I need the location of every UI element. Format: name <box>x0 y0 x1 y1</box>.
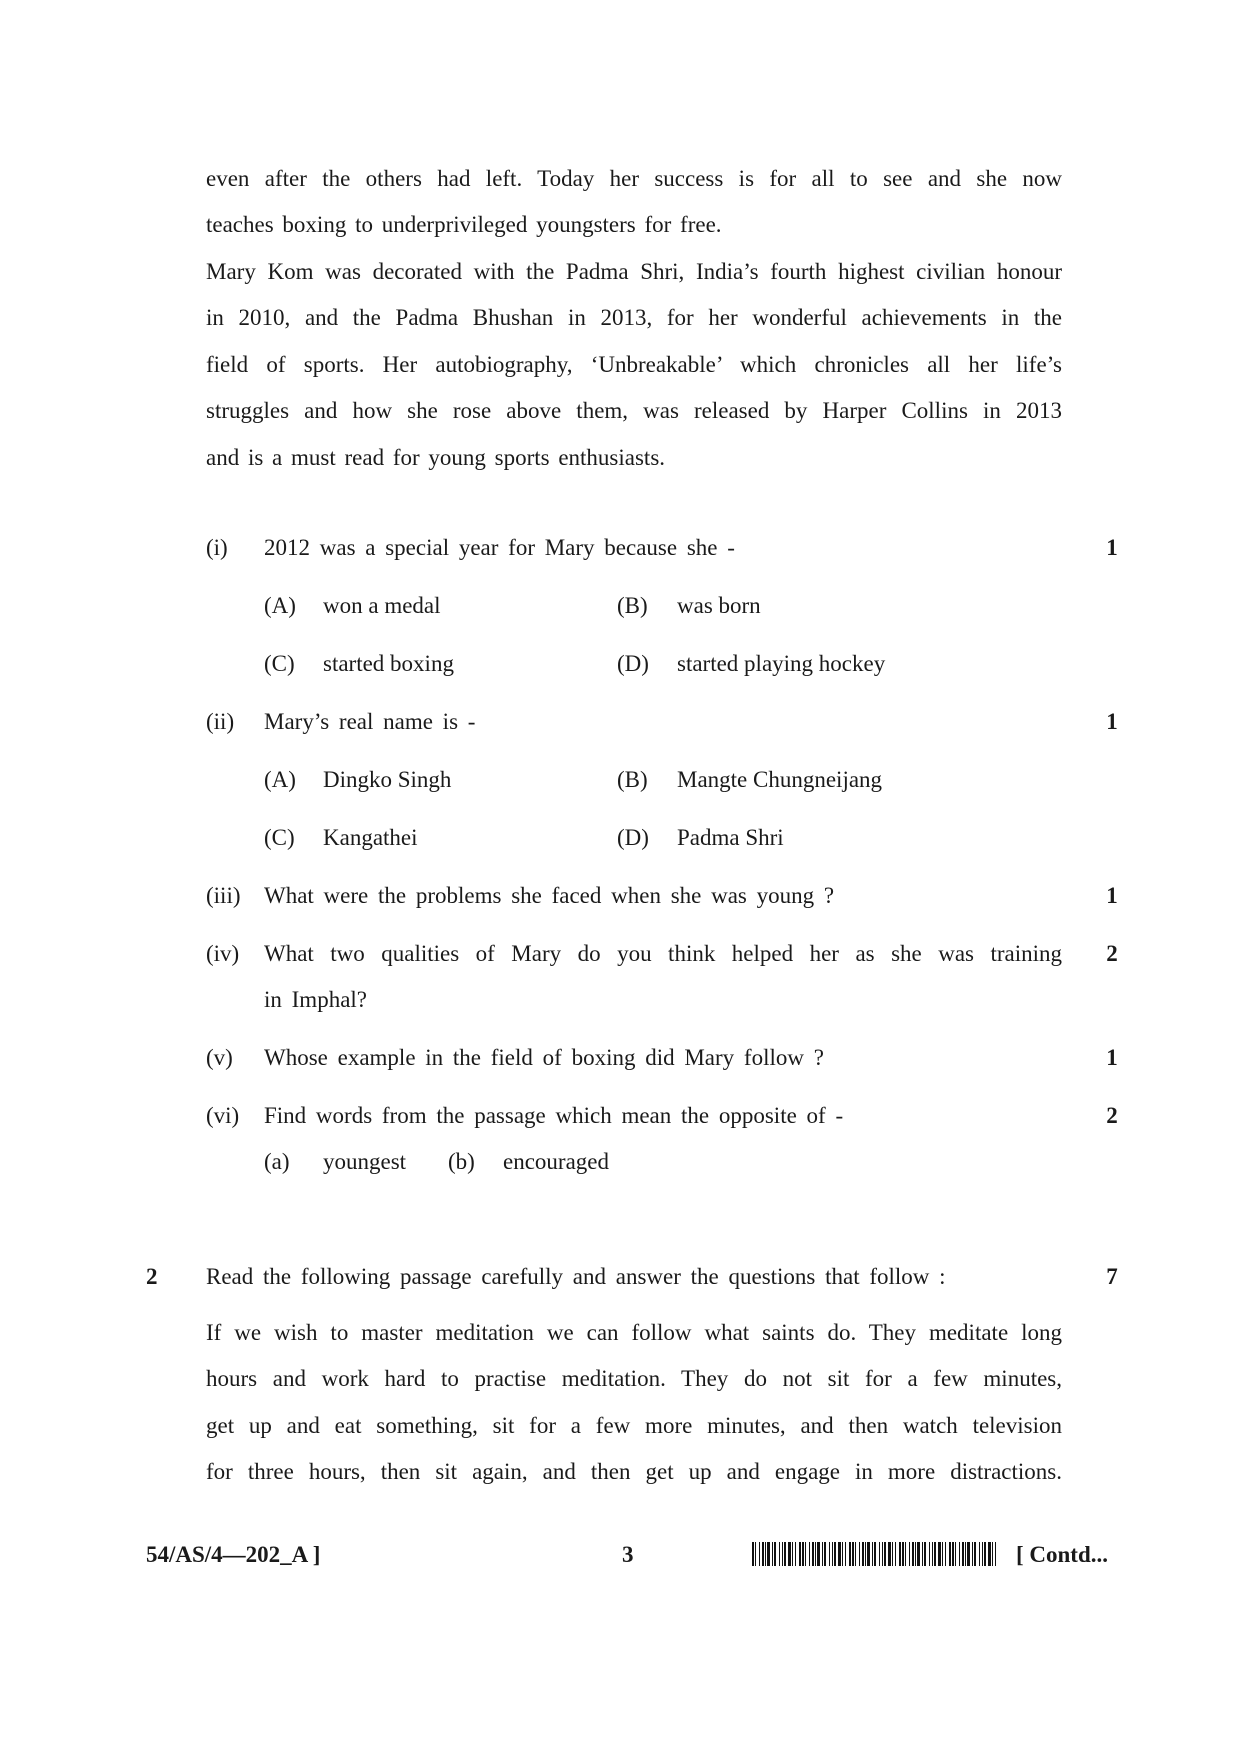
passage-line: If we wish to master meditation we can follow what saints do. They meditate long <box>206 1320 1062 1345</box>
option-text: was born <box>677 593 761 618</box>
question-text: Find words from the passage which mean the opposite of - <box>264 1103 844 1128</box>
barcode-bar <box>888 1542 891 1566</box>
barcode-bar <box>895 1542 896 1566</box>
barcode-bar <box>967 1542 970 1566</box>
barcode-bar <box>952 1542 954 1566</box>
barcode-bar <box>995 1542 996 1566</box>
barcode-bar <box>817 1542 820 1566</box>
barcode-bar <box>838 1542 841 1566</box>
barcode-bar <box>842 1542 843 1566</box>
option-text: Dingko Singh <box>323 767 452 792</box>
barcode-bar <box>802 1542 804 1566</box>
barcode-bar <box>865 1542 866 1566</box>
barcode-bar <box>774 1542 776 1566</box>
page-number: 3 <box>622 1542 634 1567</box>
question-marks: 1 <box>1106 1045 1118 1070</box>
question-marks: 1 <box>1106 709 1118 734</box>
passage-line: for three hours, then sit again, and then get up and engage in more distractions. <box>206 1459 1062 1485</box>
question-text: Whose example in the field of boxing did Mary follow ? <box>264 1045 824 1070</box>
barcode-bar <box>759 1542 760 1566</box>
question-marks: 2 <box>1106 941 1118 966</box>
passage-2 <box>206 1310 1062 1496</box>
barcode-bar <box>924 1542 926 1566</box>
passage-line: Mary Kom was decorated with the Padma Shri, India’s fourth highest civilian honour <box>206 259 1062 284</box>
barcode-bar <box>949 1542 951 1566</box>
barcode-bar <box>755 1542 756 1566</box>
passage-line: struggles and how she rose above them, was released by Harper Collins in 2013 <box>206 398 1062 424</box>
barcode-bar <box>922 1542 923 1566</box>
barcode-bar <box>782 1542 783 1566</box>
barcode-bar <box>962 1542 964 1566</box>
barcode-bar <box>834 1542 836 1566</box>
barcode-bar <box>862 1542 864 1566</box>
barcode-bar <box>767 1542 770 1566</box>
barcode-bar <box>899 1542 901 1566</box>
barcode-bar <box>982 1542 983 1566</box>
sub-option-label: (b) <box>448 1149 475 1174</box>
question-number: (ii) <box>206 709 235 734</box>
question-marks: 1 <box>1106 535 1118 560</box>
barcode-bar <box>984 1542 986 1566</box>
option-text: started boxing <box>323 651 454 676</box>
barcode-bar <box>902 1542 904 1566</box>
option-text: started playing hockey <box>677 651 886 676</box>
barcode-bar <box>979 1542 980 1566</box>
barcode-bar <box>805 1542 806 1566</box>
option-text: Kangathei <box>323 825 418 850</box>
barcode-bar <box>762 1542 764 1566</box>
barcode-bar <box>765 1542 766 1566</box>
barcode-bar <box>809 1542 810 1566</box>
barcode-bar <box>859 1542 860 1566</box>
option-label: (C) <box>264 651 295 676</box>
option-text: won a medal <box>323 593 441 618</box>
barcode-bar <box>882 1542 883 1566</box>
question-text: Mary’s real name is - <box>264 709 476 734</box>
question-number: (vi) <box>206 1103 240 1128</box>
barcode-bar <box>772 1542 773 1566</box>
question-number: (i) <box>206 535 228 560</box>
barcode-bar <box>992 1542 993 1566</box>
barcode-bar <box>815 1542 816 1566</box>
barcode-bar <box>852 1542 854 1566</box>
barcode-bar <box>792 1542 793 1566</box>
passage-line: hours and work hard to practise meditation. They do not sit for a few minutes, <box>206 1366 1062 1392</box>
passage-line: and is a must read for young sports enthusiasts. <box>206 444 666 470</box>
option-label: (B) <box>617 593 648 618</box>
option-text: Padma Shri <box>677 825 784 850</box>
barcode-bar <box>988 1542 991 1566</box>
option-label: (B) <box>617 767 648 792</box>
barcode-bar <box>849 1542 851 1566</box>
barcode-bar <box>905 1542 906 1566</box>
barcode-bar <box>974 1542 976 1566</box>
continued-label: [ Contd... <box>1016 1542 1109 1567</box>
barcode-bar <box>932 1542 933 1566</box>
barcode-bar <box>879 1542 880 1566</box>
barcode-bar <box>892 1542 893 1566</box>
question-text: What were the problems she faced when she was young ? <box>264 883 835 908</box>
question-marks: 2 <box>1106 1103 1118 1128</box>
barcode-bar <box>845 1542 846 1566</box>
barcode-bar <box>942 1542 943 1566</box>
passage-line: in 2010, and the Padma Bhushan in 2013, for her wonderful achievements in the <box>206 305 1062 331</box>
barcode-bar <box>799 1542 801 1566</box>
question-text: What two qualities of Mary do you think helped her as she was training <box>264 941 1062 966</box>
barcode-bar <box>784 1542 786 1566</box>
barcode-bar <box>938 1542 941 1566</box>
barcode-bar <box>855 1542 856 1566</box>
question-text: Read the following passage carefully and answer the questions that follow : <box>206 1264 946 1289</box>
sub-option-text: encouraged <box>503 1149 609 1174</box>
barcode-bar <box>934 1542 936 1566</box>
sub-option-text: youngest <box>323 1149 407 1174</box>
barcode-bar <box>917 1542 920 1566</box>
barcode-bar <box>965 1542 966 1566</box>
barcode-bar <box>788 1542 791 1566</box>
question-number: (v) <box>206 1045 233 1070</box>
barcode-bar <box>824 1542 826 1566</box>
barcode-bar <box>959 1542 960 1566</box>
barcode-bar <box>884 1542 886 1566</box>
barcode-bar <box>752 1542 754 1566</box>
passage-line: teaches boxing to underprivileged youngsters for free. <box>206 212 722 238</box>
barcode-bar <box>867 1542 870 1566</box>
passage-paragraph-1 <box>206 156 1062 249</box>
barcode-bar <box>955 1542 956 1566</box>
option-label: (D) <box>617 825 649 850</box>
barcode-bar <box>929 1542 930 1566</box>
passage-line: even after the others had left. Today her success is for all to see and she now <box>206 166 1062 191</box>
question-number: (iii) <box>206 883 241 908</box>
passage-line: field of sports. Her autobiography, ‘Unbreakable’ which chronicles all her life’s <box>206 351 1062 377</box>
barcode-bar <box>779 1542 780 1566</box>
option-label: (A) <box>264 593 296 618</box>
option-label: (D) <box>617 651 649 676</box>
barcode-icon <box>752 1542 998 1566</box>
barcode-bar <box>795 1542 796 1566</box>
passage-paragraph-2 <box>206 249 1062 481</box>
barcode-bar <box>972 1542 973 1566</box>
option-text: Mangte Chungneijang <box>677 767 883 792</box>
question-marks: 1 <box>1106 883 1118 908</box>
barcode-bar <box>812 1542 814 1566</box>
passage-line: get up and eat something, sit for a few more minutes, and then watch television <box>206 1412 1062 1438</box>
barcode-bar <box>822 1542 823 1566</box>
question-number: 2 <box>146 1264 158 1289</box>
barcode-bar <box>915 1542 916 1566</box>
barcode-bar <box>829 1542 830 1566</box>
question-marks: 7 <box>1106 1264 1118 1289</box>
option-label: (A) <box>264 767 296 792</box>
barcode-bar <box>832 1542 833 1566</box>
barcode-bar <box>912 1542 914 1566</box>
paper-code: 54/AS/4—202_A ] <box>146 1542 321 1567</box>
barcode-bar <box>872 1542 873 1566</box>
question-text: 2012 was a special year for Mary because she - <box>264 535 735 560</box>
sub-option-label: (a) <box>264 1149 290 1174</box>
option-label: (C) <box>264 825 295 850</box>
question-number: (iv) <box>206 941 240 966</box>
question-text-continued: in Imphal? <box>264 987 367 1012</box>
barcode-bar <box>909 1542 910 1566</box>
barcode-bar <box>945 1542 946 1566</box>
barcode-bar <box>874 1542 876 1566</box>
